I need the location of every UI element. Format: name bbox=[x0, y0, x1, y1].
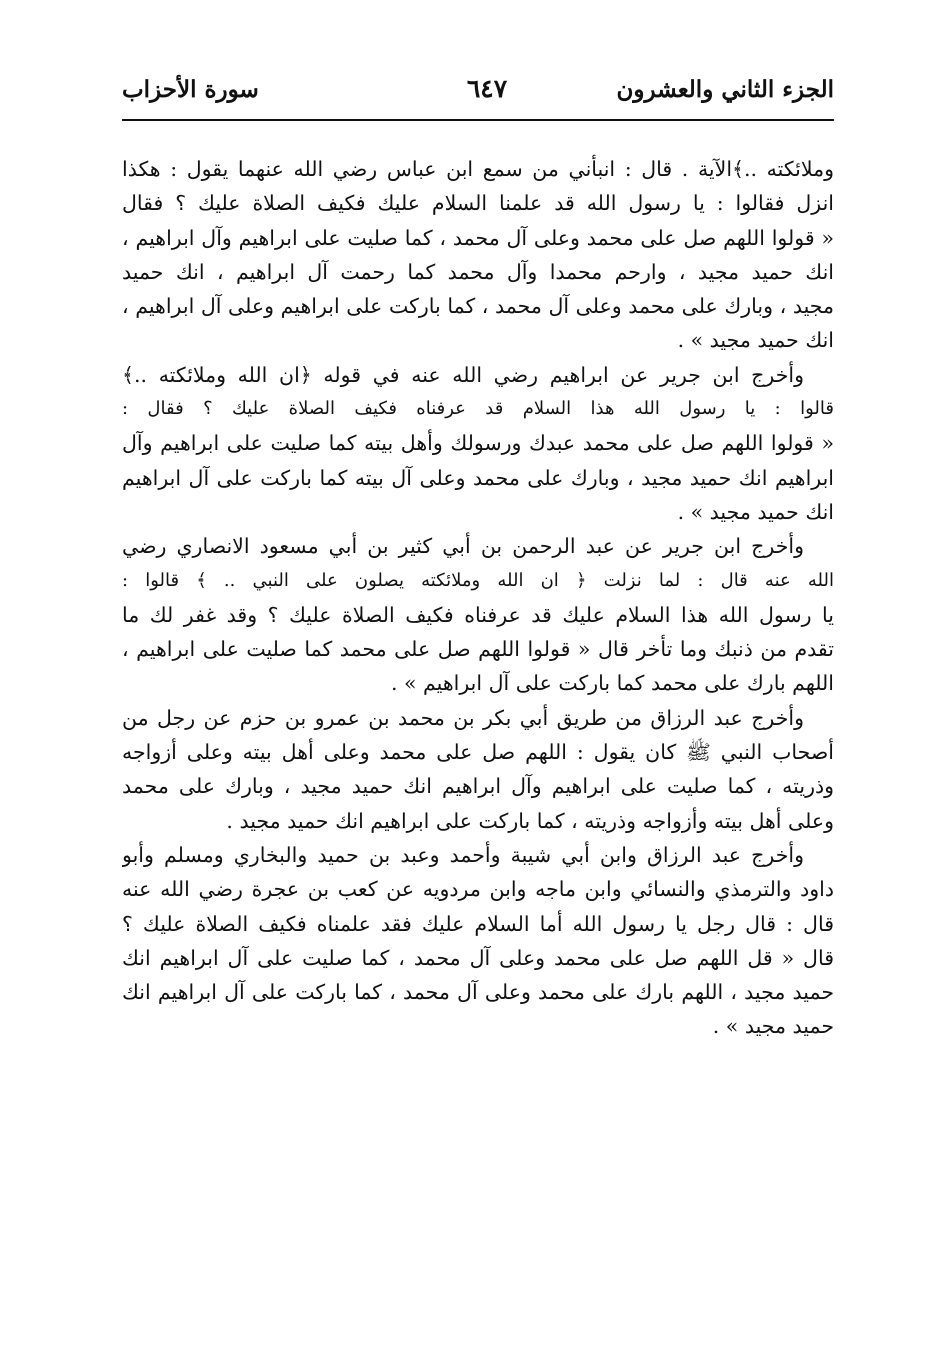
text-line: داود والترمذي والنسائي وابن ماجه وابن مردويه عن كعب بن عجرة رضي الله عنه bbox=[122, 877, 834, 902]
text-line: حميد مجيد ، اللهم بارك على محمد وعلى آل محمد ، كما باركت على آل ابراهيم انك bbox=[122, 980, 834, 1005]
text-line: يا رسول الله هذا السلام عليك قد عرفناه فكيف الصلاة عليك ؟ وقد غفر لك ما bbox=[122, 602, 834, 627]
text-line: حميد مجيد » . bbox=[712, 1014, 834, 1039]
text-line: قال « قل اللهم صل على محمد وعلى آل محمد ، كما صليت على آل ابراهيم انك bbox=[122, 945, 834, 970]
text-line: قالوا : يا رسول الله هذا السلام قد عرفناه فكيف الصلاة عليك ؟ فقال : bbox=[122, 398, 834, 420]
text-line: انك حميد مجيد » . bbox=[677, 499, 834, 524]
text-line: أصحاب النبي ﷺ كان يقول : اللهم صل على محمد وعلى أهل بيته وعلى أزواجه bbox=[122, 740, 834, 765]
text-line: انك حميد مجيد » . bbox=[677, 328, 834, 353]
juz-title: الجزء الثاني والعشرون bbox=[616, 76, 834, 103]
text-line: وأخرج ابن جرير عن عبد الرحمن بن أبي كثير بن أبي مسعود الانصاري رضي bbox=[122, 534, 804, 559]
page-number: ٦٤٧ bbox=[466, 74, 508, 103]
text-line: انك حميد مجيد ، وارحم محمدا وآل محمد كما رحمت آل ابراهيم ، انك حميد bbox=[122, 259, 834, 284]
text-line: قال : قال رجل يا رسول الله أما السلام عليك فقد علمناه فكيف الصلاة عليك ؟ bbox=[122, 911, 834, 936]
text-line: وأخرج ابن جرير عن ابراهيم رضي الله عنه في قوله ﴿ان الله وملائكته ..﴾ bbox=[122, 362, 804, 387]
text-line: الله عنه قال : لما نزلت ﴿ ان الله وملائكته يصلون على النبي .. ﴾ قالوا : bbox=[122, 569, 834, 591]
text-line: وملائكته ..﴾الآية . قال : انبأني من سمع ابن عباس رضي الله عنهما يقول : هكذا bbox=[122, 157, 834, 181]
text-line: وأخرج عبد الرزاق وابن أبي شيبة وأحمد وعبد بن حميد والبخاري ومسلم وأبو bbox=[122, 842, 804, 867]
text-line: انزل فقالوا : يا رسول الله قد علمنا السلام عليك فكيف الصلاة عليك ؟ فقال bbox=[122, 191, 834, 216]
text-line: مجيد ، وبارك على محمد وعلى آل محمد ، كما باركت على ابراهيم وعلى آل ابراهيم ، bbox=[122, 294, 834, 319]
header-rule bbox=[122, 119, 834, 121]
text-line: « قولوا اللهم صل على محمد عبدك ورسولك وأهل بيته كما صليت على ابراهيم وآل bbox=[122, 431, 834, 456]
text-line: اللهم بارك على محمد كما باركت على آل ابراهيم » . bbox=[390, 671, 834, 696]
body-text bbox=[122, 152, 834, 1044]
text-line: وأخرج عبد الرزاق من طريق أبي بكر بن محمد بن عمرو بن حزم عن رجل من bbox=[122, 705, 804, 730]
text-line: وعلى أهل بيته وأزواجه وذريته ، كما باركت على ابراهيم انك حميد مجيد . bbox=[226, 808, 834, 833]
text-line: تقدم من ذنبك وما تأخر قال « قولوا اللهم صل على محمد كما صليت على ابراهيم ، bbox=[122, 637, 834, 662]
text-line: وذريته ، كما صليت على ابراهيم وآل ابراهيم انك حميد مجيد ، وبارك على محمد bbox=[122, 774, 834, 799]
text-line: « قولوا اللهم صل على محمد وعلى آل محمد ، كما صليت على ابراهيم وآل ابراهيم ، bbox=[122, 225, 834, 250]
text-line: ابراهيم انك حميد مجيد ، وبارك على محمد وعلى آل بيته كما باركت على آل ابراهيم bbox=[122, 465, 834, 490]
page-header bbox=[122, 72, 834, 112]
surah-title: سورة الأحزاب bbox=[122, 76, 259, 103]
